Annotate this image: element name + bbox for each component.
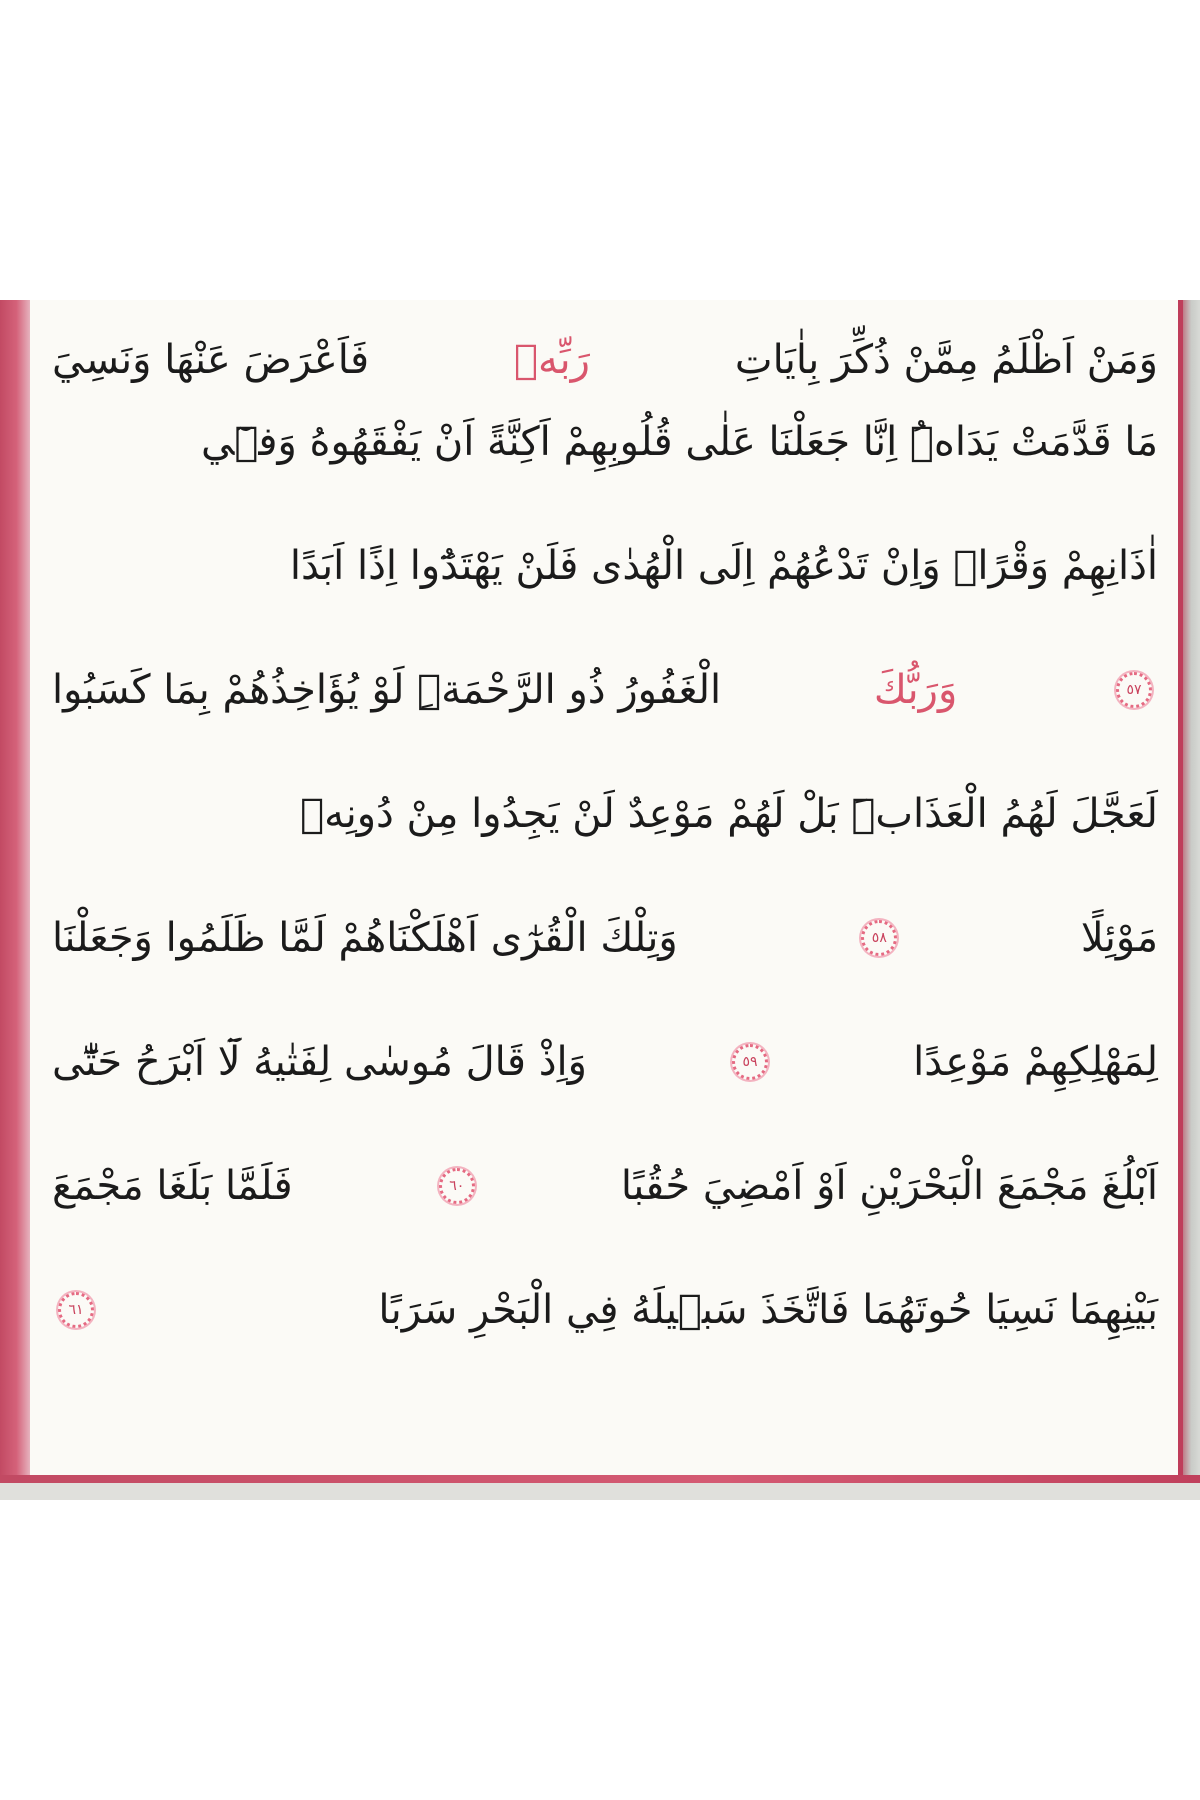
page-border-left bbox=[0, 300, 30, 1500]
page-border-right bbox=[1178, 300, 1200, 1500]
verse-number-marker: ٦١ bbox=[58, 1292, 94, 1328]
verse-number-marker: ٥٧ bbox=[1116, 672, 1152, 708]
verse-text: وَمَنْ اَظْلَمُ مِمَّنْ ذُكِّرَ بِاٰيَاتِ bbox=[734, 337, 1158, 383]
verse-text: اٰذَانِهِمْ وَقْرًاۜ وَاِنْ تَدْعُهُمْ اِلَى الْهُدٰى فَلَنْ يَهْتَدُٓوا اِذًا اَبَدًا bbox=[289, 543, 1158, 589]
verse-text: وَتِلْكَ الْقُرٰٓى اَهْلَكْنَاهُمْ لَمَّا ظَلَمُوا وَجَعَلْنَا bbox=[52, 915, 678, 961]
verse-text: فَلَمَّا بَلَغَا مَجْمَعَ bbox=[52, 1163, 293, 1209]
text-line bbox=[52, 628, 1158, 752]
page-body bbox=[30, 300, 1178, 1475]
highlighted-word: وَرَبُّكَ bbox=[873, 667, 958, 713]
text-line bbox=[52, 300, 1158, 383]
text-line bbox=[52, 752, 1158, 876]
text-line bbox=[52, 504, 1158, 628]
verse-number-marker: ٥٨ bbox=[861, 920, 897, 956]
verse-text: وَاِذْ قَالَ مُوسٰى لِفَتٰيهُ لَٓا اَبْرَحُ حَتّٰٓى bbox=[52, 1039, 587, 1085]
verse-text: مَا قَدَّمَتْ يَدَاهُۜ اِنَّا جَعَلْنَا عَلٰى قُلُوبِهِمْ اَكِنَّةً اَنْ يَفْقَهُوهُ وَف۪ٓي bbox=[200, 419, 1158, 465]
verse-number-marker: ٥٩ bbox=[732, 1044, 768, 1080]
verse-text: الْغَفُورُ ذُو الرَّحْمَةِۜ لَوْ يُؤَاخِذُهُمْ بِمَا كَسَبُوا bbox=[52, 667, 722, 713]
verse-text: اَبْلُغَ مَجْمَعَ الْبَحْرَيْنِ اَوْ اَمْضِيَ حُقُبًا bbox=[620, 1163, 1158, 1209]
text-line bbox=[52, 1124, 1158, 1248]
verse-number-marker: ٦٠ bbox=[439, 1168, 475, 1204]
verse-text: بَيْنِهِمَا نَسِيَا حُوتَهُمَا فَاتَّخَذَ سَب۪يلَهُ فِي الْبَحْرِ سَرَبًا bbox=[378, 1287, 1158, 1333]
text-line bbox=[52, 876, 1158, 1000]
text-line bbox=[52, 380, 1158, 504]
mushaf-page-photo bbox=[0, 300, 1200, 1500]
text-line bbox=[52, 1000, 1158, 1124]
verse-text: فَاَعْرَضَ عَنْهَا وَنَسِيَ bbox=[52, 337, 370, 383]
quran-text-block bbox=[52, 300, 1158, 1372]
verse-text: لِمَهْلِكِهِمْ مَوْعِدًا bbox=[913, 1039, 1158, 1085]
verse-text: مَوْئِلًا bbox=[1080, 915, 1158, 961]
text-line bbox=[52, 1248, 1158, 1372]
verse-text: لَعَجَّلَ لَهُمُ الْعَذَابَۜ بَلْ لَهُمْ مَوْعِدٌ لَنْ يَجِدُوا مِنْ دُونِه۪ bbox=[300, 791, 1158, 837]
highlighted-word: رَبِّه۪ bbox=[514, 337, 590, 383]
page-border-bottom bbox=[0, 1475, 1200, 1500]
